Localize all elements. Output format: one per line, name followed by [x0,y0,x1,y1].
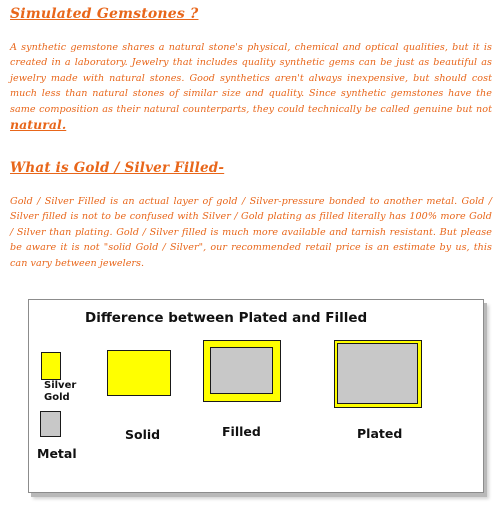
legend-gold-label: Silver Gold [44,380,77,403]
solid-label: Solid [125,427,161,442]
emphasis-natural: natural. [10,117,67,133]
plated-label: Plated [357,426,403,441]
legend-metal-label: Metal [37,446,77,461]
filled-sample [203,340,281,402]
legend-gold-swatch [41,352,61,380]
section-title-simulated-gemstones: Simulated Gemstones ? [10,6,199,22]
solid-sample [107,350,171,396]
plated-sample-core [337,343,418,404]
plated-sample [334,340,422,408]
section-title-gold-silver-filled: What is Gold / Silver Filled- [10,160,225,176]
diagram-title: Difference between Plated and Filled [85,310,368,326]
section-paragraph-simulated-gemstones [10,40,492,134]
simulated-gemstones-text: A synthetic gemstone shares a natural stone's physical, chemical and optical qualities, but it is created in a laboratory. Jewelry that includes quality synthetic gems can be just as beautiful as jewelry made with natural stones. Good synthetics aren't always inexpensive, but should cost much less than natural stones of similar size and quality. Since synthetic gemstones have the same composition as their natural counterparts, they could technically be called genuine but not [10,42,492,115]
legend-metal-swatch [40,411,61,437]
plated-vs-filled-diagram [28,299,484,493]
section-paragraph-gold-silver-filled: Gold / Silver Filled is an actual layer of gold / Silver-pressure bonded to another metal. Gold / Silver filled is not to be confused with Silver / Gold plating as filled literally has 100% more Gold / Silver than plating. Gold / Silver filled is much more available and tarnish resistant. But please be aware it is not "solid Gold / Silver", our recommended retail price is an estimate by us, this can vary between jewelers. [10,196,492,269]
filled-sample-core [210,347,273,394]
filled-label: Filled [222,424,261,439]
